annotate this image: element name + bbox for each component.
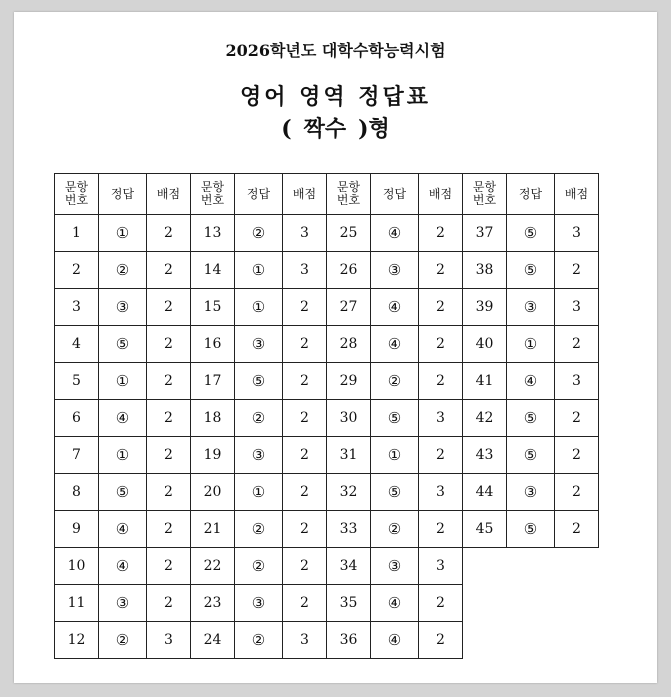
points-cell: 2 [419,215,463,252]
points-cell: 3 [555,289,599,326]
question-number-cell: 38 [463,252,507,289]
points-cell: 2 [147,252,191,289]
question-number-cell: 9 [55,511,99,548]
answer-cell: ④ [99,548,147,585]
header-points: 배점 [147,174,191,215]
answer-cell: ③ [371,548,419,585]
points-cell: 3 [419,548,463,585]
points-cell: 2 [147,289,191,326]
points-cell: 2 [419,511,463,548]
question-number-cell: 40 [463,326,507,363]
table-row [55,437,599,474]
question-number-cell: 7 [55,437,99,474]
form-open-paren: ( [281,116,292,142]
question-number-cell: 26 [327,252,371,289]
points-cell: 2 [147,437,191,474]
answer-cell: ④ [371,622,419,659]
answer-cell: ② [99,252,147,289]
answer-cell: ① [99,215,147,252]
question-number-cell: 13 [191,215,235,252]
question-number-cell: 31 [327,437,371,474]
question-number-cell: 15 [191,289,235,326]
answer-cell: ⑤ [99,474,147,511]
question-number-cell: 20 [191,474,235,511]
empty-cell [507,622,555,659]
question-number-cell: 18 [191,400,235,437]
header-points: 배점 [283,174,327,215]
question-number-cell: 34 [327,548,371,585]
table-header-row [55,174,599,215]
question-number-cell: 42 [463,400,507,437]
table-row [55,215,599,252]
table-row [55,400,599,437]
empty-cell [555,622,599,659]
question-number-cell: 5 [55,363,99,400]
points-cell: 2 [283,400,327,437]
points-cell: 2 [555,437,599,474]
empty-cell [507,548,555,585]
question-number-cell: 27 [327,289,371,326]
points-cell: 2 [419,622,463,659]
answer-cell: ① [235,252,283,289]
answer-cell: ② [235,215,283,252]
answer-cell: ⑤ [507,400,555,437]
question-number-cell: 25 [327,215,371,252]
table-row [55,326,599,363]
empty-cell [555,585,599,622]
header-question-number [463,174,507,215]
answer-cell: ② [371,511,419,548]
form-type-label: 짝수 [303,116,347,142]
answer-cell: ③ [235,585,283,622]
header-question-line2: 번호 [472,193,497,207]
table-row [55,363,599,400]
points-cell: 2 [283,474,327,511]
points-cell: 2 [147,585,191,622]
points-cell: 2 [283,289,327,326]
points-cell: 2 [555,511,599,548]
question-number-cell: 17 [191,363,235,400]
header-question-line2: 번호 [336,193,361,207]
question-number-cell: 2 [55,252,99,289]
question-number-cell: 8 [55,474,99,511]
points-cell: 2 [147,400,191,437]
question-number-cell: 30 [327,400,371,437]
answer-cell: ③ [99,289,147,326]
points-cell: 3 [283,215,327,252]
header-answer: 정답 [235,174,283,215]
question-number-cell: 41 [463,363,507,400]
answer-cell: ② [235,548,283,585]
question-number-cell: 37 [463,215,507,252]
question-number-cell: 36 [327,622,371,659]
header-question-line2: 번호 [64,193,89,207]
question-number-cell: 1 [55,215,99,252]
question-number-cell: 29 [327,363,371,400]
table-row [55,511,599,548]
points-cell: 2 [555,400,599,437]
answer-table [54,173,599,659]
answer-cell: ① [235,289,283,326]
points-cell: 2 [283,326,327,363]
header-answer: 정답 [371,174,419,215]
header-question-line1: 문항 [472,180,497,194]
points-cell: 2 [419,289,463,326]
answer-cell: ④ [371,289,419,326]
points-cell: 3 [283,252,327,289]
empty-cell [507,585,555,622]
empty-cell [463,622,507,659]
points-cell: 2 [419,437,463,474]
question-number-cell: 22 [191,548,235,585]
question-number-cell: 3 [55,289,99,326]
header-question-number [327,174,371,215]
points-cell: 2 [147,363,191,400]
table-row [55,548,599,585]
question-number-cell: 24 [191,622,235,659]
points-cell: 2 [147,548,191,585]
points-cell: 2 [283,437,327,474]
empty-cell [463,585,507,622]
answer-cell: ⑤ [507,252,555,289]
question-number-cell: 44 [463,474,507,511]
table-row [55,252,599,289]
points-cell: 2 [147,474,191,511]
header-question-line1: 문항 [200,180,225,194]
question-number-cell: 4 [55,326,99,363]
answer-cell: ③ [235,326,283,363]
question-number-cell: 12 [55,622,99,659]
question-number-cell: 43 [463,437,507,474]
points-cell: 3 [555,363,599,400]
header-question-line1: 문항 [64,180,89,194]
question-number-cell: 45 [463,511,507,548]
question-number-cell: 35 [327,585,371,622]
header-question-line1: 문항 [336,180,361,194]
question-number-cell: 32 [327,474,371,511]
form-type-title [14,112,657,143]
answer-cell: ④ [371,215,419,252]
points-cell: 2 [147,326,191,363]
answer-cell: ① [99,363,147,400]
empty-cell [463,548,507,585]
points-cell: 2 [283,511,327,548]
answer-cell: ⑤ [507,511,555,548]
points-cell: 3 [283,622,327,659]
answer-cell: ① [371,437,419,474]
points-cell: 3 [555,215,599,252]
question-number-cell: 11 [55,585,99,622]
answer-cell: ② [235,622,283,659]
points-cell: 3 [419,474,463,511]
table-row [55,289,599,326]
header-question-number [55,174,99,215]
answer-cell: ① [99,437,147,474]
empty-cell [555,548,599,585]
answer-cell: ⑤ [371,400,419,437]
points-cell: 2 [419,252,463,289]
answer-cell: ⑤ [99,326,147,363]
points-cell: 2 [147,215,191,252]
answer-sheet-page [14,12,657,683]
answer-cell: ④ [371,326,419,363]
question-number-cell: 16 [191,326,235,363]
answer-cell: ④ [507,363,555,400]
points-cell: 2 [555,252,599,289]
table-row [55,585,599,622]
points-cell: 2 [555,326,599,363]
points-cell: 2 [283,548,327,585]
exam-year-title: 2026학년도 대학수학능력시험 [225,41,446,60]
header-question-number [191,174,235,215]
form-close-suffix: )형 [358,116,390,142]
question-number-cell: 6 [55,400,99,437]
answer-cell: ② [235,400,283,437]
header-answer: 정답 [99,174,147,215]
points-cell: 2 [283,585,327,622]
answer-cell: ① [235,474,283,511]
answer-cell: ① [507,326,555,363]
answer-cell: ④ [99,400,147,437]
question-number-cell: 28 [327,326,371,363]
question-number-cell: 14 [191,252,235,289]
header-points: 배점 [419,174,463,215]
answer-cell: ⑤ [507,215,555,252]
points-cell: 2 [419,326,463,363]
header-question-line2: 번호 [200,193,225,207]
question-number-cell: 19 [191,437,235,474]
answer-cell: ③ [507,289,555,326]
answer-cell: ⑤ [371,474,419,511]
points-cell: 3 [419,400,463,437]
question-number-cell: 10 [55,548,99,585]
points-cell: 2 [555,474,599,511]
points-cell: 2 [147,511,191,548]
answer-cell: ③ [507,474,555,511]
answer-cell: ⑤ [235,363,283,400]
question-number-cell: 33 [327,511,371,548]
answer-cell: ③ [371,252,419,289]
question-number-cell: 39 [463,289,507,326]
table-row [55,474,599,511]
answer-cell: ⑤ [507,437,555,474]
answer-cell: ③ [99,585,147,622]
answer-cell: ② [99,622,147,659]
points-cell: 2 [419,363,463,400]
answer-cell: ④ [371,585,419,622]
question-number-cell: 21 [191,511,235,548]
answer-cell: ② [235,511,283,548]
answer-cell: ③ [235,437,283,474]
points-cell: 3 [147,622,191,659]
answer-cell: ② [371,363,419,400]
header-points: 배점 [555,174,599,215]
answer-cell: ④ [99,511,147,548]
answer-key-title: 영어 영역 정답표 [239,84,432,110]
header-answer: 정답 [507,174,555,215]
points-cell: 2 [283,363,327,400]
points-cell: 2 [419,585,463,622]
table-row [55,622,599,659]
question-number-cell: 23 [191,585,235,622]
